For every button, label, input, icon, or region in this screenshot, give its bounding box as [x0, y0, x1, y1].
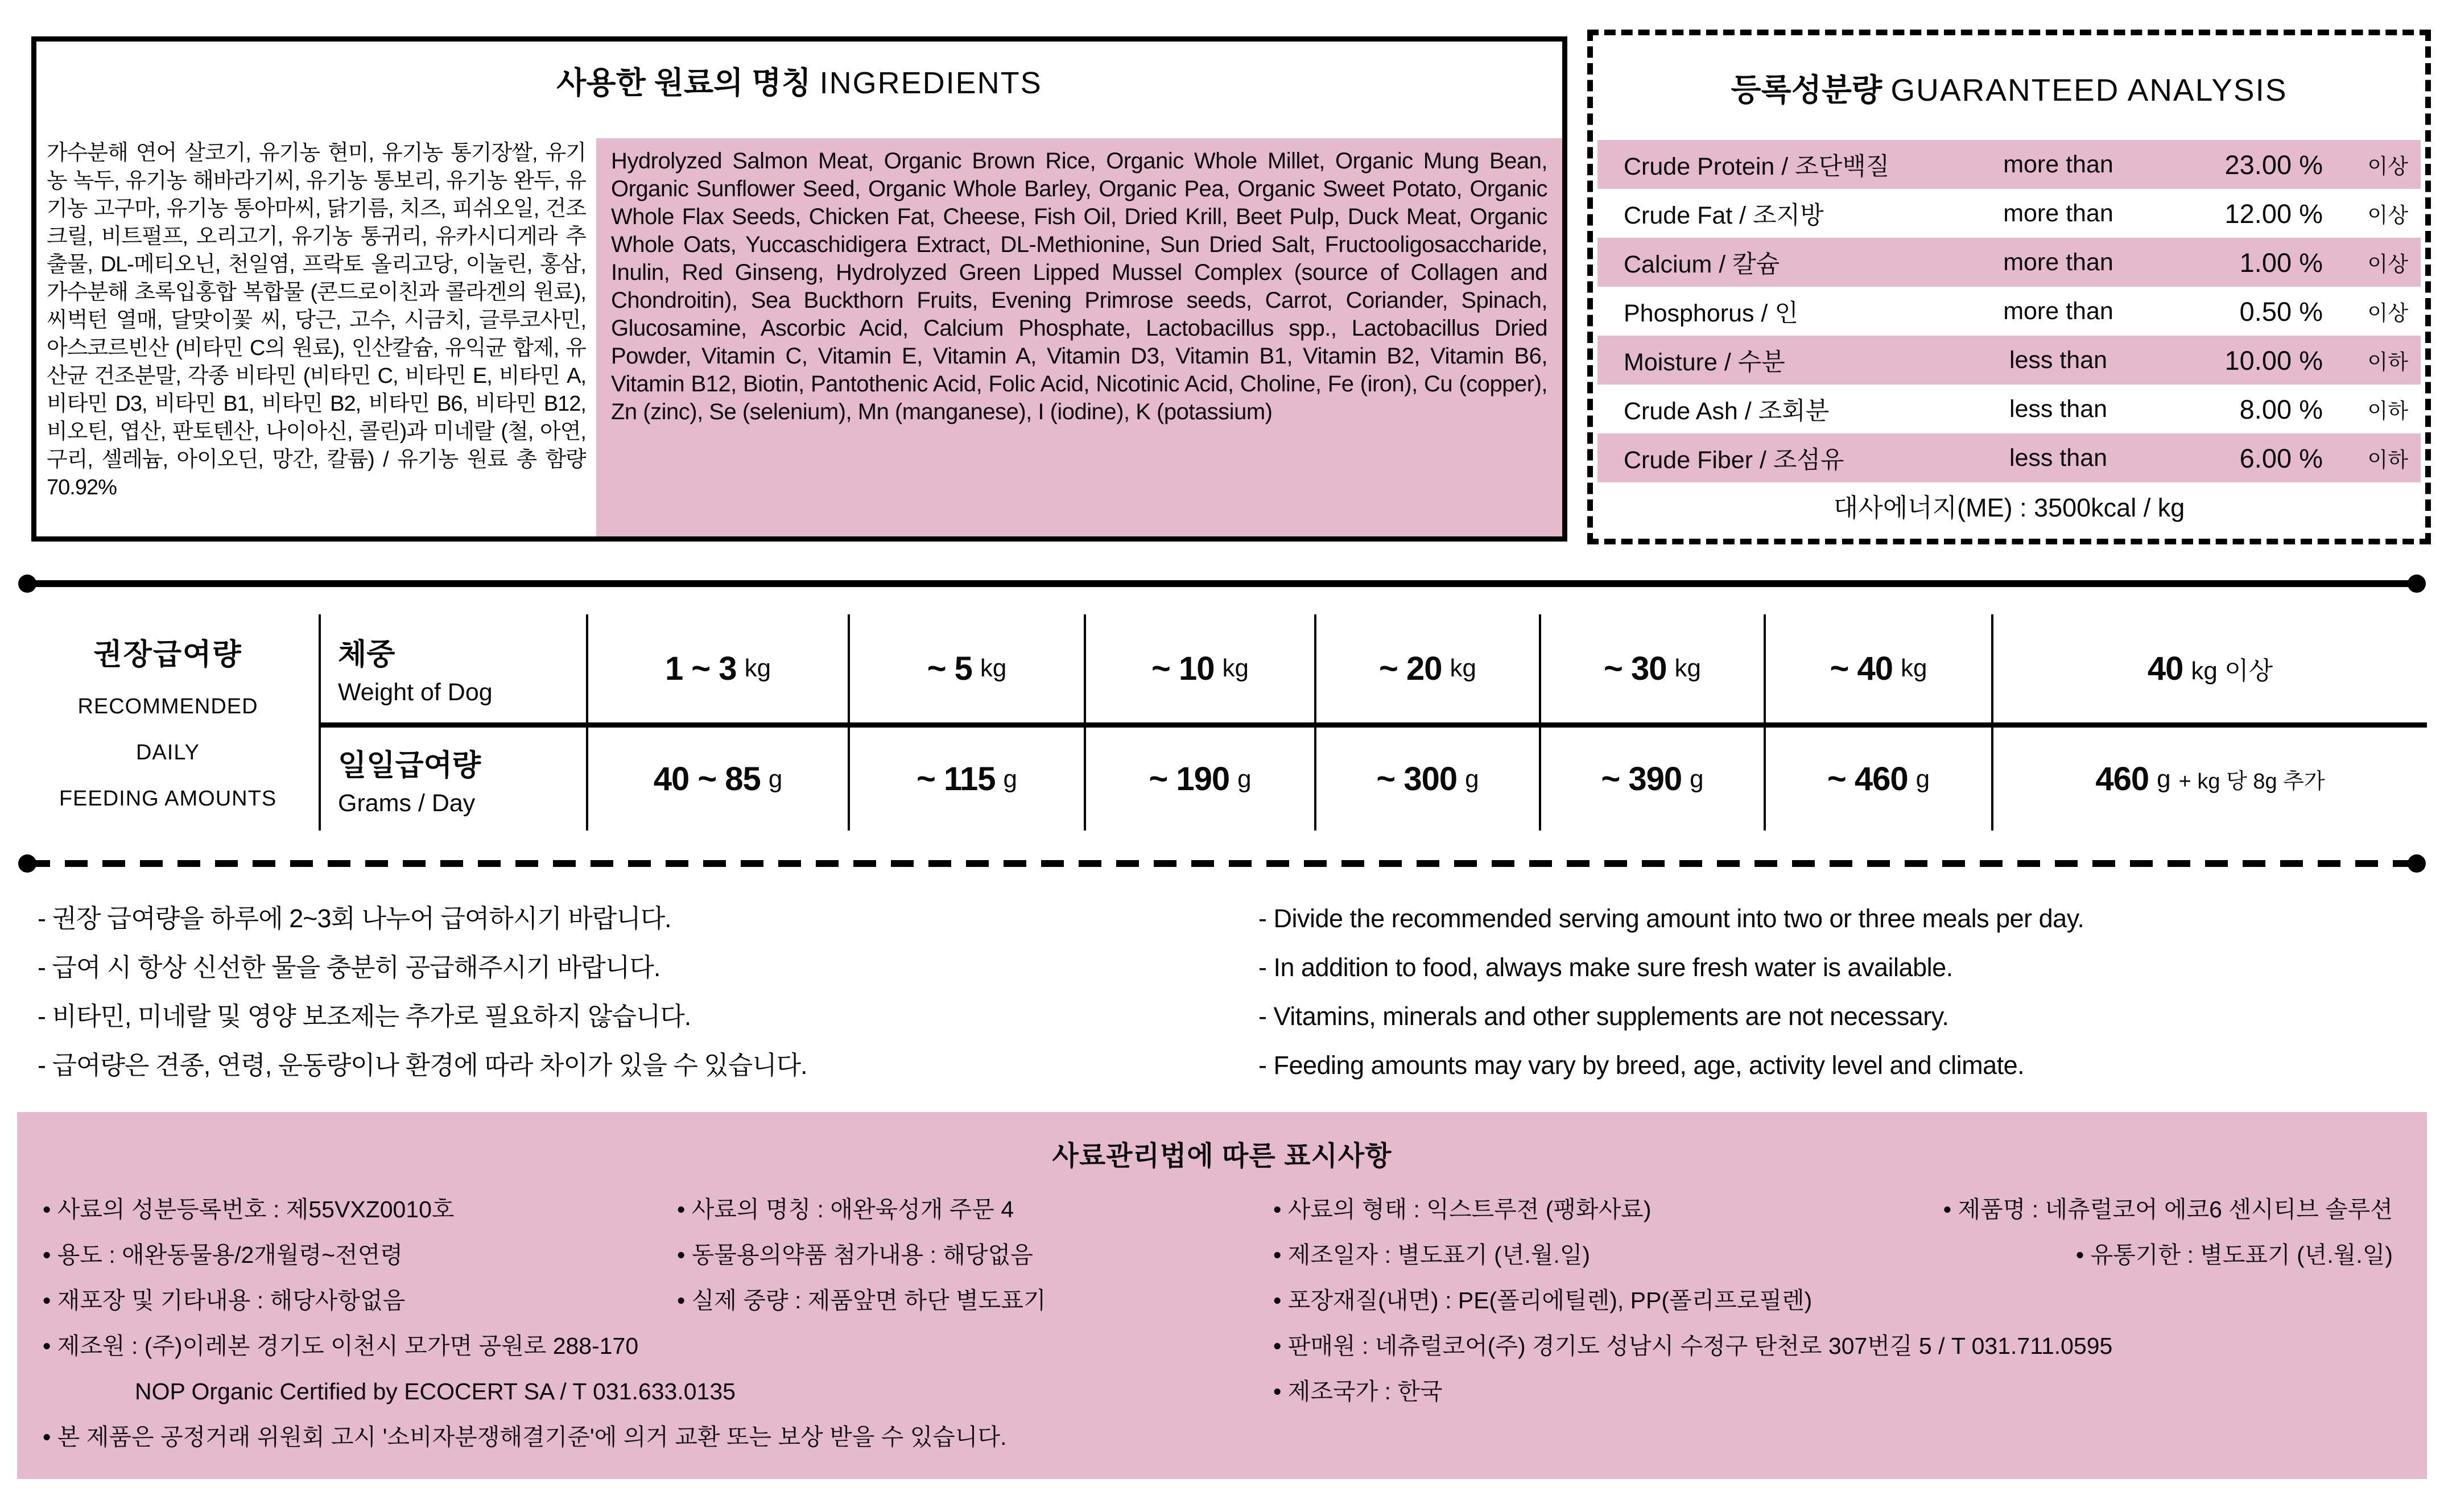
- compliance-feed-form: • 사료의 형태 : 익스트루젼 (팽화사료): [1273, 1196, 1943, 1223]
- separator-solid-line: [27, 580, 2417, 587]
- ga-value: 23.00 %: [2224, 149, 2323, 180]
- ga-value: 0.50 %: [2239, 296, 2323, 327]
- weight-header-ko: 체중: [338, 638, 395, 671]
- ga-row-moisture: [1597, 336, 2421, 385]
- ga-label: Phosphorus / 인: [1624, 299, 1798, 327]
- grams-value: ~ 300: [1376, 761, 1458, 798]
- compliance-grid: [17, 1173, 2427, 1451]
- grams-unit: g: [1237, 765, 1252, 793]
- weight-unit: kg: [980, 654, 1007, 682]
- weight-col-2: [848, 614, 1084, 722]
- ga-label: Crude Ash / 조회분: [1624, 397, 1830, 425]
- grams-header-ko: 일일급여량: [338, 749, 481, 782]
- ga-row-calcium: [1597, 238, 2421, 287]
- weight-value: 1 ~ 3: [664, 650, 737, 687]
- guaranteed-analysis-title: [1593, 65, 2425, 110]
- grams-value: 460: [2095, 761, 2149, 798]
- ga-condition: less than: [2009, 444, 2108, 472]
- note-en-2: - In addition to food, always make sure fresh water is available.: [1258, 953, 1953, 982]
- weight-unit: kg: [1674, 654, 1701, 682]
- weight-col-1: [586, 614, 848, 722]
- feeding-caption-en3: FEEDING AMOUNTS: [59, 787, 277, 811]
- weight-value: ~ 10: [1151, 650, 1215, 687]
- weight-col-4: [1314, 614, 1539, 722]
- ga-row-crude-fat: [1597, 189, 2421, 238]
- ga-suffix: 이하: [2367, 448, 2408, 472]
- ga-suffix: 이하: [2367, 399, 2408, 423]
- ga-suffix: 이상: [2367, 155, 2408, 178]
- guaranteed-analysis-title-en: GUARANTEED ANALYSIS: [1890, 72, 2288, 108]
- ingredients-title-ko: 사용한 원료의 명칭: [556, 66, 811, 100]
- weight-unit: kg: [744, 654, 771, 682]
- weight-unit: kg 이상: [2191, 657, 2273, 685]
- guaranteed-analysis-title-ko: 등록성분량: [1731, 72, 1882, 108]
- compliance-title: 사료관리법에 따른 표시사항: [1052, 1141, 1392, 1171]
- ingredients-panel: [31, 36, 1567, 542]
- grams-col-5: [1539, 722, 1764, 831]
- feeding-caption-ko: 권장급여량: [93, 638, 242, 671]
- ga-value: 8.00 %: [2239, 394, 2323, 424]
- grams-extra-note: + kg 당 8g 추가: [2178, 770, 2325, 794]
- ga-row-crude-fiber: [1597, 433, 2421, 482]
- ingredients-text-korean: 가수분해 연어 살코기, 유기농 현미, 유기농 통기장쌀, 유기농 녹두, 유기농 해바라기씨, 유기농 통보리, 유기농 완두, 유기농 고구마, 유기농 통아마씨, 닭기름, 치즈, 피쉬오일, 건조크릴, 비트펄프, 오리고기, 유기농 통귀리, 유카시디게라 추출물, DL-메티오닌, 천일염, 프락토 올리고당, 이눌린, 홍삼, 가수분해 초록입홍합 복합물 (콘드로이친과 콜라겐의 원료), 씨벅턴 열매, 달맞이꽃 씨, 당근, 고수, 시금치, 글루코사민, 아스코르빈산 (비타민 C의 원료), 인산칼슘, 유익균 합제, 유산균 건조분말, 각종 비타민 (비타민 C, 비타민 E, 비타민 A, 비타민 D3, 비타민 B1, 비타민 B2, 비타민 B6, 비타민 B12, 비오틴, 엽산, 판토텐산, 나이아신, 콜린)과 미네랄 (철, 아연, 구리, 셀레늄, 아이오딘, 망간, 칼륨) / 유기농 원료 총 함량 70.92%: [47, 141, 586, 499]
- ga-condition: more than: [2003, 199, 2113, 227]
- grams-unit: g: [1690, 765, 1704, 793]
- ga-suffix: 이상: [2367, 253, 2408, 276]
- weight-header-en: Weight of Dog: [338, 679, 493, 706]
- compliance-repackaging: • 재포장 및 기타내용 : 해당사항없음: [43, 1287, 677, 1314]
- compliance-reg-number: • 사료의 성분등록번호 : 제55VXZ0010호: [43, 1196, 677, 1223]
- feeding-header-weight: [319, 614, 586, 722]
- ga-condition: more than: [2003, 150, 2113, 178]
- feeding-caption-en1: RECOMMENDED: [77, 695, 258, 718]
- metabolizable-energy: 대사에너지(ME) : 3500kcal / kg: [1833, 493, 2185, 522]
- ga-condition: less than: [2009, 395, 2108, 423]
- ga-label: Calcium / 칼슘: [1624, 250, 1780, 278]
- ga-suffix: 이상: [2367, 301, 2408, 325]
- compliance-consumer-notice: • 본 제품은 공정거래 위원회 고시 '소비자분쟁해결기준'에 의거 교환 또는 보상 받을 수 있습니다.: [43, 1423, 2393, 1451]
- note-ko-1: - 권장 급여량을 하루에 2~3회 나누어 급여하시기 바랍니다.: [38, 904, 671, 933]
- grams-value: 40 ~ 85: [653, 761, 761, 798]
- grams-col-4: [1314, 722, 1539, 831]
- grams-unit: g: [1003, 765, 1018, 793]
- weight-value: ~ 30: [1604, 650, 1667, 687]
- guaranteed-analysis-panel: [1587, 30, 2431, 544]
- weight-value: 40: [2147, 650, 2183, 687]
- guaranteed-analysis-rows: [1597, 140, 2421, 482]
- compliance-manufacturer: • 제조원 : (주)이레본 경기도 이천시 모가면 공원로 288-170: [43, 1332, 1273, 1360]
- ga-row-crude-ash: [1597, 385, 2421, 433]
- feeding-notes-korean: [38, 894, 807, 1090]
- ga-suffix: 이하: [2367, 350, 2408, 374]
- grams-unit: g: [1465, 765, 1479, 793]
- note-en-3: - Vitamins, minerals and other supplements are not necessary.: [1258, 1002, 1949, 1031]
- grams-value: ~ 390: [1601, 761, 1682, 798]
- compliance-distributor: • 판매원 : 네츄럴코어(주) 경기도 성남시 수정구 탄천로 307번길 5 / T 031.711.0595: [1273, 1332, 2393, 1360]
- grams-unit: g: [2157, 765, 2171, 793]
- note-en-4: - Feeding amounts may vary by breed, age, activity level and climate.: [1258, 1051, 2025, 1080]
- ingredients-title-en: INGREDIENTS: [819, 66, 1042, 100]
- note-ko-2: - 급여 시 항상 신선한 물을 충분히 공급해주시기 바랍니다.: [38, 953, 660, 982]
- compliance-product-name: • 제품명 : 네츄럴코어 에코6 센시티브 솔루션: [1943, 1196, 2393, 1223]
- ga-row-crude-protein: [1597, 140, 2421, 189]
- weight-unit: kg: [1450, 654, 1476, 682]
- grams-unit: g: [1915, 765, 1930, 793]
- weight-unit: kg: [1901, 654, 1927, 682]
- compliance-expiry: • 유통기한 : 별도표기 (년.월.일): [2076, 1241, 2393, 1269]
- compliance-country: • 제조국가 : 한국: [1273, 1378, 2393, 1405]
- grams-value: ~ 190: [1149, 761, 1230, 798]
- feeding-table-caption: [17, 614, 319, 831]
- compliance-feed-name: • 사료의 명칭 : 애완육성개 주문 4: [677, 1196, 1273, 1223]
- grams-col-6: [1764, 722, 1991, 831]
- ga-row-phosphorus: [1597, 287, 2421, 336]
- note-ko-3: - 비타민, 미네랄 및 영양 보조제는 추가로 필요하지 않습니다.: [38, 1002, 691, 1031]
- ga-label: Moisture / 수분: [1624, 348, 1785, 376]
- ga-label: Crude Fiber / 조섬유: [1624, 446, 1844, 474]
- compliance-panel: [17, 1112, 2427, 1479]
- ga-condition: more than: [2003, 248, 2113, 276]
- note-en-1: - Divide the recommended serving amount into two or three meals per day.: [1258, 904, 2084, 933]
- weight-value: ~ 40: [1830, 650, 1893, 687]
- weight-value: ~ 20: [1379, 650, 1442, 687]
- ga-label: Crude Fat / 조지방: [1624, 201, 1824, 229]
- ga-value: 12.00 %: [2224, 198, 2323, 229]
- compliance-net-weight: • 실제 중량 : 제품앞면 하단 별도표기: [677, 1287, 1273, 1314]
- grams-unit: g: [768, 765, 783, 793]
- weight-col-5: [1539, 614, 1764, 722]
- weight-unit: kg: [1222, 654, 1249, 682]
- grams-col-2: [848, 722, 1084, 831]
- separator-dashed-line: [27, 860, 2417, 867]
- weight-col-7: [1991, 614, 2427, 722]
- grams-col-1: [586, 722, 848, 831]
- ga-label: Crude Protein / 조단백질: [1624, 152, 1890, 180]
- ga-value: 1.00 %: [2239, 247, 2323, 278]
- ingredients-text-english: Hydrolyzed Salmon Meat, Organic Brown Rice, Organic Whole Millet, Organic Mung Bean, Organic Sunflower Seed, Organic Whole Barley, Organic Pea, Organic Sweet Potato, Organic Whole Flax Seeds, Chicken Fat, Cheese, Fish Oil, Dried Krill, Beet Pulp, Duck Meat, Organic Whole Oats, Yuccaschidigera Extract, DL-Methionine, Sun Dried Salt, Fructooligosaccharide, Inulin, Red Ginseng, Hydrolyzed Green Lipped Mussel Complex (source of Collagen and Chondroitin), Sea Buckthorn Fruits, Evening Primrose seeds, Carrot, Coriander, Spinach, Glucosamine, Ascorbic Acid, Calcium Phosphate, Lactobacillus spp., Lactobacillus Dried Powder, Vitamin C, Vitamin E, Vitamin A, Vitamin D3, Vitamin B1, Vitamin B2, Vitamin B6, Vitamin B12, Biotin, Pantothenic Acid, Folic Acid, Nicotinic Acid, Choline, Fe (iron), Cu (copper), Zn (zinc), Se (selenium), Mn (manganese), I (iodine), K (potassium): [596, 138, 1562, 536]
- compliance-certification: NOP Organic Certified by ECOCERT SA / T 031.633.0135: [135, 1378, 736, 1404]
- grams-col-7: [1991, 722, 2427, 831]
- grams-value: ~ 460: [1827, 761, 1908, 798]
- weight-col-6: [1764, 614, 1991, 722]
- weight-value: ~ 5: [927, 650, 972, 687]
- feeding-caption-en2: DAILY: [135, 741, 200, 765]
- compliance-drug-additives: • 동물용의약품 첨가내용 : 해당없음: [677, 1241, 1273, 1269]
- feeding-table: [17, 614, 2427, 831]
- ga-condition: more than: [2003, 297, 2113, 325]
- feeding-header-grams: [319, 722, 586, 831]
- grams-header-en: Grams / Day: [338, 789, 476, 817]
- feeding-notes-english: [1258, 894, 2084, 1090]
- ga-value: 6.00 %: [2239, 443, 2323, 473]
- ga-value: 10.00 %: [2224, 345, 2323, 375]
- compliance-usage: • 용도 : 애완동물용/2개월령~전연령: [43, 1241, 677, 1269]
- ga-suffix: 이상: [2367, 204, 2408, 227]
- note-ko-4: - 급여량은 견종, 연령, 운동량이나 환경에 따라 차이가 있을 수 있습니다.: [38, 1051, 807, 1080]
- weight-col-3: [1084, 614, 1314, 722]
- ga-condition: less than: [2009, 346, 2108, 374]
- compliance-packaging-material: • 포장재질(내면) : PE(폴리에틸렌), PP(폴리프로필렌): [1273, 1287, 2393, 1314]
- compliance-mfg-date: • 제조일자 : 별도표기 (년.월.일): [1273, 1241, 1943, 1269]
- grams-col-3: [1084, 722, 1314, 831]
- grams-value: ~ 115: [916, 761, 996, 798]
- ingredients-title: [36, 59, 1562, 102]
